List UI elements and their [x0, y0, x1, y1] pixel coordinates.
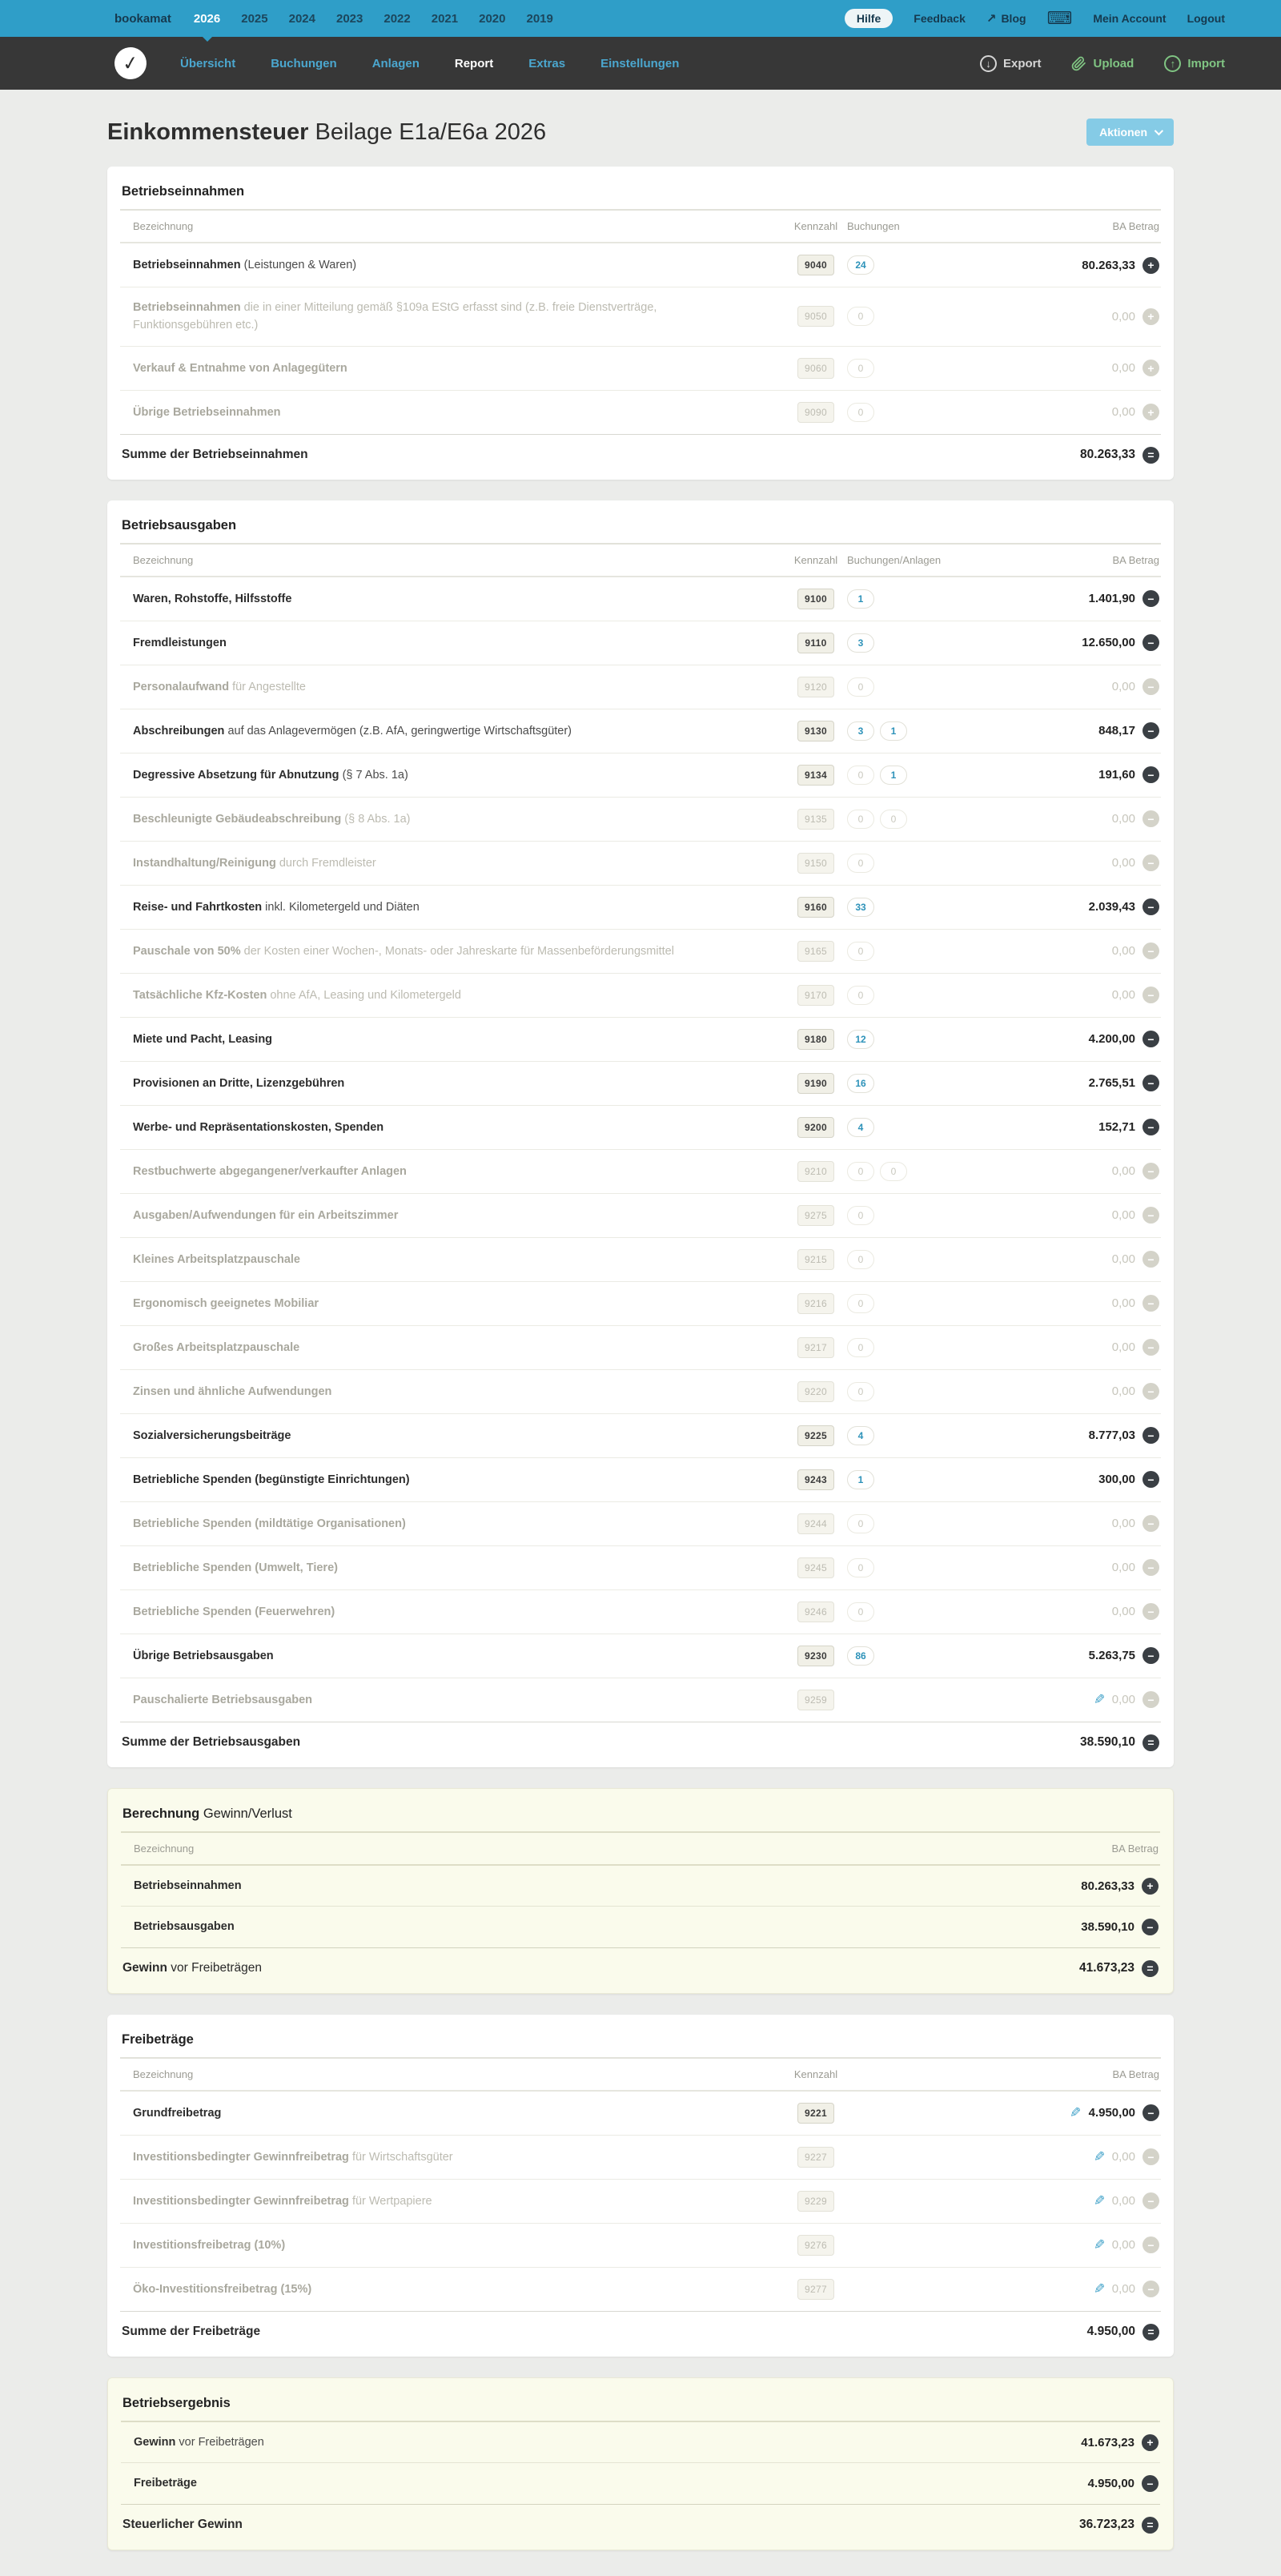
buchungen-count-badge[interactable]: 0	[847, 1514, 874, 1533]
minus-circle-icon[interactable]: −	[1142, 1163, 1159, 1179]
year-tab-2025[interactable]: 2025	[241, 11, 268, 26]
kennzahl-badge: 9220	[797, 1381, 834, 1402]
kennzahl-badge: 9170	[797, 985, 834, 1006]
buchungen-count-badge[interactable]: 4	[847, 1118, 874, 1137]
minus-circle-icon[interactable]: −	[1142, 942, 1159, 959]
mein-account-link[interactable]: Mein Account	[1093, 12, 1167, 25]
table-row: Provisionen an Dritte, Lizenzgebühren 9190 16 2.765,51 −	[120, 1062, 1161, 1106]
external-arrow-icon: ↗	[986, 12, 997, 26]
year-tab-2021[interactable]: 2021	[431, 11, 459, 26]
kennzahl-badge: 9100	[797, 589, 834, 609]
section-title: Betriebseinnahmen	[120, 181, 1161, 211]
feedback-link[interactable]: Feedback	[914, 12, 966, 25]
buchungen-count-badge[interactable]: 0	[847, 677, 874, 697]
table-footer: Steuerlicher Gewinn 36.723,23 =	[121, 2504, 1160, 2538]
table-row: Beschleunigte Gebäudeabschreibung (§ 8 Abs. 1a) 9135 0 0 0,00 −	[120, 798, 1161, 842]
table-row: Betriebliche Spenden (Feuerwehren) 9246 0 0,00 −	[120, 1590, 1161, 1634]
equals-circle-icon: =	[1142, 1734, 1159, 1751]
minus-circle-icon[interactable]: −	[1142, 987, 1159, 1003]
table-row: Betriebseinnahmen 80.263,33 +	[121, 1866, 1160, 1907]
minus-circle-icon[interactable]: −	[1142, 2281, 1159, 2297]
minus-circle-icon[interactable]: −	[1142, 2148, 1159, 2165]
minus-circle-icon[interactable]: −	[1142, 854, 1159, 871]
minus-circle-icon[interactable]: −	[1142, 1119, 1159, 1135]
buchungen-count-badge[interactable]: 1	[847, 1470, 874, 1489]
table-row: Ausgaben/Aufwendungen für ein Arbeitszimmer 9275 0 0,00 −	[120, 1194, 1161, 1238]
table-header: Bezeichnung BA Betrag	[121, 1833, 1160, 1866]
kennzahl-badge: 9200	[797, 1117, 834, 1138]
year-tab-2022[interactable]: 2022	[383, 11, 411, 26]
table-header: Bezeichnung Kennzahl Buchungen/Anlagen BA Betrag	[120, 545, 1161, 577]
nav-extras[interactable]: Extras	[528, 56, 566, 70]
table-row: Öko-Investitionsfreibetrag (15%) 9277 ✎ 0,00 −	[120, 2268, 1161, 2311]
kennzahl-badge: 9090	[797, 402, 834, 423]
plus-circle-icon[interactable]: +	[1142, 257, 1159, 274]
buchungen-count-badge[interactable]: 0	[847, 403, 874, 422]
minus-circle-icon[interactable]: −	[1142, 1691, 1159, 1708]
kennzahl-badge: 9110	[797, 633, 833, 653]
year-tab-2019[interactable]: 2019	[526, 11, 553, 26]
buchungen-count-badge[interactable]: 86	[847, 1646, 874, 1666]
kennzahl-badge: 9190	[797, 1073, 834, 1094]
table-row: Investitionsbedingter Gewinnfreibetrag für Wertpapiere 9229 ✎ 0,00 −	[120, 2180, 1161, 2224]
table-row: Restbuchwerte abgegangener/verkaufter Anlagen 9210 0 0 0,00 −	[120, 1150, 1161, 1194]
minus-circle-icon[interactable]: −	[1142, 1295, 1159, 1312]
topbar-links	[845, 9, 1225, 28]
plus-circle-icon[interactable]: +	[1142, 360, 1159, 376]
year-tab-2023[interactable]: 2023	[335, 11, 363, 26]
nav-buchungen[interactable]: Buchungen	[271, 56, 337, 70]
kennzahl-badge: 9244	[797, 1513, 834, 1534]
minus-circle-icon: −	[1142, 2475, 1159, 2492]
table-row: Kleines Arbeitsplatzpauschale 9215 0 0,00 −	[120, 1238, 1161, 1282]
minus-circle-icon[interactable]: −	[1142, 2192, 1159, 2209]
buchungen-count-badge[interactable]: 0	[847, 1162, 874, 1181]
kennzahl-badge: 9160	[797, 897, 834, 918]
table-row: Werbe- und Repräsentationskosten, Spenden 9200 4 152,71 −	[120, 1106, 1161, 1150]
buchungen-count-badge[interactable]: 1	[847, 589, 874, 609]
table-row: Betriebseinnahmen die in einer Mitteilung gemäß §109a EStG erfasst sind (z.B. freie Dienstverträge, Funktionsgebühren etc.) 9050 0 0,00 +	[120, 287, 1161, 347]
main-nav	[0, 37, 1281, 90]
table-row: Pauschalierte Betriebsausgaben 9259 ✎ 0,00 −	[120, 1678, 1161, 1722]
buchungen-count-badge[interactable]: 16	[847, 1074, 874, 1093]
kennzahl-badge: 9150	[797, 853, 834, 874]
buchungen-count-badge[interactable]: 33	[847, 898, 874, 917]
table-footer: Summe der Freibeträge 4.950,00 =	[120, 2311, 1161, 2345]
table-row: Personalaufwand für Angestellte 9120 0 0,00 −	[120, 665, 1161, 709]
export-button[interactable]: ↓ Export	[980, 55, 1042, 72]
buchungen-count-badge[interactable]: 12	[847, 1030, 874, 1049]
minus-circle-icon[interactable]: −	[1142, 1647, 1159, 1664]
nav-items	[180, 57, 679, 70]
download-circle-icon: ↓	[980, 55, 997, 72]
card-betriebsausgaben	[107, 500, 1174, 1767]
table-row: Betriebsausgaben 38.590,10 −	[121, 1907, 1160, 1947]
table-row: Instandhaltung/Reinigung durch Fremdleister 9150 0 0,00 −	[120, 842, 1161, 886]
card-berechnung	[107, 1788, 1174, 1994]
table-row: Pauschale von 50% der Kosten einer Wochen-, Monats- oder Jahreskarte für Massenbeförderungsmittel 9165 0 0,00 −	[120, 930, 1161, 974]
nav-anlagen[interactable]: Anlagen	[371, 56, 420, 70]
equals-circle-icon: =	[1142, 2324, 1159, 2341]
buchungen-count-badge[interactable]: 0	[847, 810, 874, 829]
buchungen-count-badge[interactable]: 0	[847, 359, 874, 378]
table-row: Übrige Betriebseinnahmen 9090 0 0,00 +	[120, 391, 1161, 434]
upload-circle-icon: ↑	[1164, 55, 1181, 72]
pencil-icon[interactable]: ✎	[1093, 2281, 1105, 2297]
table-row: Betriebliche Spenden (Umwelt, Tiere) 9245 0 0,00 −	[120, 1546, 1161, 1590]
table-row: Großes Arbeitsplatzpauschale 9217 0 0,00 −	[120, 1326, 1161, 1370]
minus-circle-icon[interactable]: −	[1142, 898, 1159, 915]
minus-circle-icon[interactable]: −	[1142, 634, 1159, 651]
minus-circle-icon: −	[1142, 1919, 1159, 1935]
minus-circle-icon[interactable]: −	[1142, 1559, 1159, 1576]
buchungen-count-badge[interactable]: 0	[847, 1206, 874, 1225]
aktionen-button[interactable]: Aktionen	[1086, 119, 1174, 146]
kennzahl-badge: 9050	[797, 306, 834, 327]
card-freibetraege	[107, 2015, 1174, 2357]
page-header	[107, 90, 1174, 167]
table-row: Betriebliche Spenden (begünstigte Einrichtungen) 9243 1 300,00 −	[120, 1458, 1161, 1502]
kennzahl-badge: 9060	[797, 358, 834, 379]
buchungen-count-badge[interactable]: 0	[847, 854, 874, 873]
buchungen-count-badge[interactable]: 0	[847, 1250, 874, 1269]
table-row: Übrige Betriebsausgaben 9230 86 5.263,75 −	[120, 1634, 1161, 1678]
nav-uebersicht[interactable]: Übersicht	[180, 56, 236, 70]
top-bar	[0, 0, 1281, 37]
logout-link[interactable]: Logout	[1187, 12, 1225, 25]
buchungen-count-badge[interactable]: 0	[847, 1338, 874, 1357]
minus-circle-icon[interactable]: −	[1142, 1251, 1159, 1268]
kennzahl-badge: 9230	[797, 1646, 834, 1666]
anlagen-count-badge[interactable]: 1	[880, 766, 907, 785]
minus-circle-icon[interactable]: −	[1142, 1075, 1159, 1091]
buchungen-count-badge[interactable]: 0	[847, 1602, 874, 1622]
chevron-down-icon	[1155, 127, 1163, 135]
nav-report[interactable]: Report	[454, 56, 494, 70]
table-row: Freibeträge 4.950,00 −	[121, 2463, 1160, 2503]
section-title: Freibeträge	[120, 2029, 1161, 2059]
card-betriebseinnahmen	[107, 167, 1174, 480]
import-button[interactable]: ↑ Import	[1164, 55, 1225, 72]
minus-circle-icon[interactable]: −	[1142, 678, 1159, 695]
minus-circle-icon[interactable]: −	[1142, 1603, 1159, 1620]
table-row: Tatsächliche Kfz-Kosten ohne AfA, Leasing und Kilometergeld 9170 0 0,00 −	[120, 974, 1161, 1018]
anlagen-count-badge[interactable]: 1	[880, 721, 907, 741]
minus-circle-icon[interactable]: −	[1142, 590, 1159, 607]
table-footer: Gewinn vor Freibeträgen 41.673,23 =	[121, 1947, 1160, 1982]
paperclip-icon	[1071, 56, 1086, 71]
table-footer: Summe der Betriebseinnahmen 80.263,33 =	[120, 434, 1161, 468]
kennzahl-badge: 9276	[797, 2235, 834, 2256]
table-row: Fremdleistungen 9110 3 12.650,00 −	[120, 621, 1161, 665]
minus-circle-icon[interactable]: −	[1142, 2236, 1159, 2253]
kennzahl-badge: 9215	[797, 1249, 834, 1270]
page-title: Einkommensteuer Beilage E1a/E6a 2026	[107, 119, 547, 145]
plus-circle-icon[interactable]: +	[1142, 308, 1159, 325]
table-row: Betriebliche Spenden (mildtätige Organisationen) 9244 0 0,00 −	[120, 1502, 1161, 1546]
buchungen-count-badge[interactable]: 0	[847, 986, 874, 1005]
pencil-icon[interactable]: ✎	[1093, 2148, 1105, 2164]
minus-circle-icon[interactable]: −	[1142, 1383, 1159, 1400]
table-footer: Summe der Betriebsausgaben 38.590,10 =	[120, 1722, 1161, 1756]
table-row: Investitionsbedingter Gewinnfreibetrag für Wirtschaftsgüter 9227 ✎ 0,00 −	[120, 2136, 1161, 2180]
kennzahl-badge: 9277	[797, 2279, 834, 2300]
kennzahl-badge: 9225	[797, 1425, 834, 1446]
table-row: Betriebseinnahmen (Leistungen & Waren) 9040 24 80.263,33 +	[120, 243, 1161, 287]
kennzahl-badge: 9221	[797, 2103, 834, 2124]
kennzahl-badge: 9259	[797, 1690, 834, 1710]
kennzahl-badge: 9275	[797, 1205, 834, 1226]
section-title: Betriebsergebnis	[121, 2393, 1160, 2422]
equals-circle-icon: =	[1142, 2517, 1159, 2534]
card-betriebsergebnis	[107, 2377, 1174, 2550]
plus-circle-icon[interactable]: +	[1142, 404, 1159, 420]
year-tabs	[194, 12, 553, 26]
buchungen-count-badge[interactable]: 0	[847, 1294, 874, 1313]
table-row: Sozialversicherungsbeiträge 9225 4 8.777,03 −	[120, 1414, 1161, 1458]
year-tab-2026[interactable]: 2026	[193, 11, 221, 26]
blog-link[interactable]: ↗ Blog	[986, 12, 1026, 26]
kennzahl-badge: 9216	[797, 1293, 834, 1314]
minus-circle-icon[interactable]: −	[1142, 1427, 1159, 1444]
buchungen-count-badge[interactable]: 0	[847, 307, 874, 326]
plus-circle-icon: +	[1142, 2434, 1159, 2451]
minus-circle-icon[interactable]: −	[1142, 810, 1159, 827]
kennzahl-badge: 9040	[797, 255, 834, 275]
buchungen-count-badge[interactable]: 0	[847, 766, 874, 785]
table-header: Bezeichnung Kennzahl Buchungen BA Betrag	[120, 211, 1161, 243]
plus-circle-icon: +	[1142, 1878, 1159, 1895]
minus-circle-icon[interactable]: −	[1142, 1339, 1159, 1356]
nav-einstellungen[interactable]: Einstellungen	[600, 56, 680, 70]
kennzahl-badge: 9210	[797, 1161, 834, 1182]
minus-circle-icon[interactable]: −	[1142, 766, 1159, 783]
kennzahl-badge: 9180	[797, 1029, 834, 1050]
equals-circle-icon: =	[1142, 447, 1159, 464]
brand-logo[interactable]: bookamat	[114, 11, 171, 26]
year-tab-2024[interactable]: 2024	[288, 11, 315, 26]
kennzahl-badge: 9217	[797, 1337, 834, 1358]
table-row: Verkauf & Entnahme von Anlagegütern 9060 0 0,00 +	[120, 347, 1161, 391]
minus-circle-icon[interactable]: −	[1142, 1031, 1159, 1047]
table-row: Investitionsfreibetrag (10%) 9276 ✎ 0,00 −	[120, 2224, 1161, 2268]
table-row: Ergonomisch geeignetes Mobiliar 9216 0 0,00 −	[120, 1282, 1161, 1326]
table-row: Grundfreibetrag 9221 ✎ 4.950,00 −	[120, 2092, 1161, 2136]
kennzahl-badge: 9134	[797, 765, 834, 786]
table-row: Abschreibungen auf das Anlagevermögen (z.B. AfA, geringwertige Wirtschaftsgüter) 9130 3 1 848,17 −	[120, 709, 1161, 754]
buchungen-count-badge[interactable]: 24	[847, 255, 874, 275]
buchungen-count-badge[interactable]: 4	[847, 1426, 874, 1445]
keyboard-icon[interactable]: ⌨	[1046, 8, 1073, 28]
pencil-icon[interactable]: ✎	[1070, 2104, 1082, 2120]
nav-actions	[980, 55, 1225, 72]
table-row: Gewinn vor Freibeträgen 41.673,23 +	[121, 2422, 1160, 2463]
upload-button[interactable]: Upload	[1071, 56, 1134, 71]
buchungen-count-badge[interactable]: 3	[847, 633, 874, 653]
buchungen-count-badge[interactable]: 0	[847, 1382, 874, 1401]
kennzahl-badge: 9246	[797, 1601, 834, 1622]
anlagen-count-badge[interactable]: 0	[880, 1162, 907, 1181]
anlagen-count-badge[interactable]: 0	[880, 810, 907, 829]
minus-circle-icon[interactable]: −	[1142, 1515, 1159, 1532]
kennzahl-badge: 9243	[797, 1469, 834, 1490]
kennzahl-badge: 9229	[797, 2191, 834, 2212]
table-header: Bezeichnung Kennzahl BA Betrag	[120, 2059, 1161, 2092]
equals-circle-icon: =	[1142, 1960, 1159, 1977]
kennzahl-badge: 9130	[797, 721, 834, 741]
kennzahl-badge: 9165	[797, 941, 834, 962]
table-row: Waren, Rohstoffe, Hilfsstoffe 9100 1 1.401,90 −	[120, 577, 1161, 621]
pencil-icon[interactable]: ✎	[1093, 1691, 1105, 1707]
kennzahl-badge: 9135	[797, 809, 834, 830]
pencil-icon[interactable]: ✎	[1093, 2236, 1105, 2252]
table-row: Reise- und Fahrtkosten inkl. Kilometergeld und Diäten 9160 33 2.039,43 −	[120, 886, 1161, 930]
kennzahl-badge: 9120	[797, 677, 834, 697]
minus-circle-icon[interactable]: −	[1142, 1471, 1159, 1488]
minus-circle-icon[interactable]: −	[1142, 2104, 1159, 2121]
year-tab-2020[interactable]: 2020	[479, 11, 506, 26]
minus-circle-icon[interactable]: −	[1142, 722, 1159, 739]
kennzahl-badge: 9245	[797, 1557, 834, 1578]
buchungen-count-badge[interactable]: 0	[847, 942, 874, 961]
buchungen-count-badge[interactable]: 0	[847, 1558, 874, 1577]
table-row: Miete und Pacht, Leasing 9180 12 4.200,00 −	[120, 1018, 1161, 1062]
pencil-icon[interactable]: ✎	[1093, 2192, 1105, 2208]
kennzahl-badge: 9227	[797, 2147, 834, 2168]
hilfe-button[interactable]: Hilfe	[845, 9, 893, 28]
app-logo-check-icon[interactable]: ✓	[112, 45, 148, 81]
minus-circle-icon[interactable]: −	[1142, 1207, 1159, 1224]
section-title: Betriebsausgaben	[120, 515, 1161, 545]
table-row: Degressive Absetzung für Abnutzung (§ 7 Abs. 1a) 9134 0 1 191,60 −	[120, 754, 1161, 798]
section-title: Berechnung Gewinn/Verlust	[121, 1803, 1160, 1833]
buchungen-count-badge[interactable]: 3	[847, 721, 874, 741]
table-row: Zinsen und ähnliche Aufwendungen 9220 0 0,00 −	[120, 1370, 1161, 1414]
